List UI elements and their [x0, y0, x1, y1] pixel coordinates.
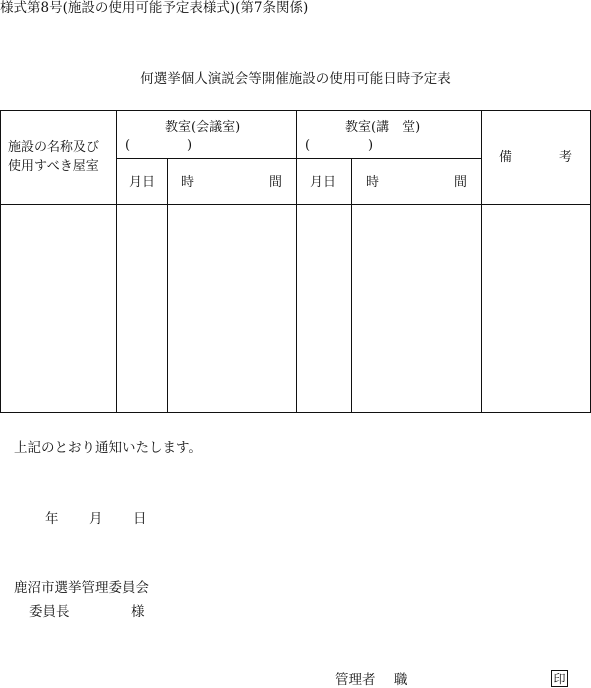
room1-paren-close: ) [187, 138, 193, 153]
facility-header-line1: 施設の名称及び [8, 140, 100, 155]
remarks-cell[interactable] [482, 205, 590, 412]
manager-label: 管理者 [335, 672, 376, 688]
table-subheader-divider-room2 [296, 158, 481, 159]
seal-mark: 印 [551, 670, 568, 687]
date-year: 年 [45, 511, 59, 527]
chairman-honorific: 様 [131, 604, 145, 620]
remarks-header-a: 備 [499, 150, 513, 165]
remarks-header-b: 考 [559, 150, 573, 165]
room1-month-day-header: 月日 [129, 175, 156, 190]
manager-role-label: 職 [394, 672, 408, 688]
room2-paren-open: ( [305, 138, 311, 153]
chairman-title: 委員長 [29, 604, 70, 620]
document-title: 何選挙個人演説会等開催施設の使用可能日時予定表 [140, 71, 451, 87]
committee-name: 鹿沼市選挙管理委員会 [14, 580, 149, 596]
room2-date-cell[interactable] [297, 205, 351, 412]
room2-time-header-a: 時 [366, 175, 380, 190]
room1-time-header-a: 時 [181, 175, 195, 190]
room1-paren-open: ( [125, 138, 131, 153]
room1-name: 教室(会議室) [165, 120, 241, 135]
room2-month-day-header: 月日 [310, 175, 337, 190]
facility-header-line2: 使用すべき屋室 [8, 159, 99, 174]
room2-name: 教室(講 堂) [345, 120, 421, 135]
date-day: 日 [133, 511, 147, 527]
room1-time-cell[interactable] [168, 205, 296, 412]
room1-date-cell[interactable] [117, 205, 167, 412]
facility-name-cell[interactable] [1, 205, 116, 412]
form-label: 様式第8号(施設の使用可能予定表様式)(第7条関係) [0, 0, 309, 16]
table-subheader-divider-room1 [116, 158, 296, 159]
notice-text: 上記のとおり通知いたします。 [14, 440, 202, 456]
room2-time-cell[interactable] [352, 205, 481, 412]
room2-paren-close: ) [368, 138, 374, 153]
room1-time-header-b: 間 [269, 175, 283, 190]
date-month: 月 [89, 511, 103, 527]
room2-time-header-b: 間 [454, 175, 468, 190]
